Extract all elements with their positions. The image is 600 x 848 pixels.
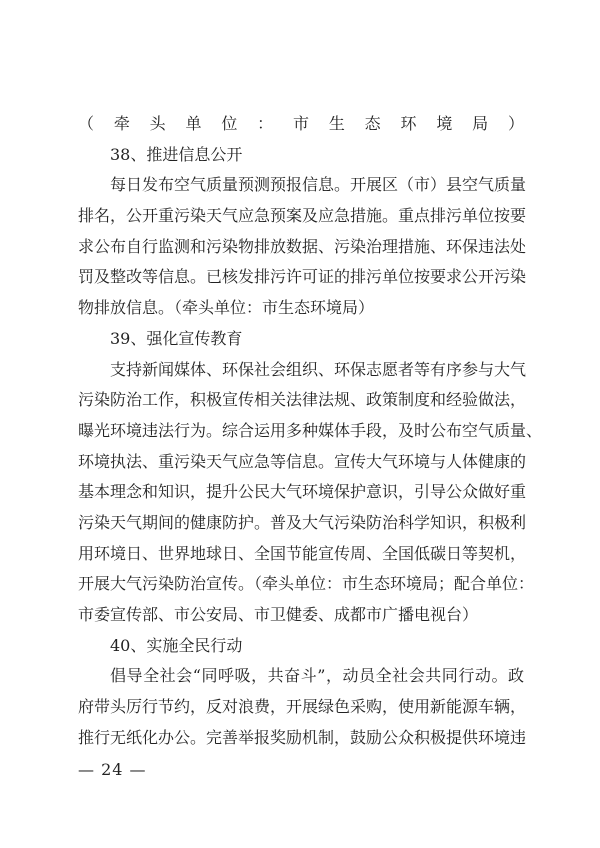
section-heading: 40、实施全民行动 [110, 635, 243, 655]
text-line: 曝光环境违法行为。综合运用多种媒体手段，及时公布空气质量、 [78, 420, 543, 440]
text-line: 支持新闻媒体、环保社会组织、环保志愿者等有序参与大气 [110, 359, 527, 379]
text-line: 罚及整改等信息。已核发排污许可证的排污单位按要求公开污染 [78, 267, 527, 287]
text-line: 倡导全社会“同呼吸，共奋斗”，动员全社会共同行动。政 [110, 666, 524, 686]
text-line: 基本理念和知识，提升公民大气环境保护意识，引导公众做好重 [78, 482, 527, 502]
text-line: 每日发布空气质量预测预报信息。开展区（市）县空气质量 [110, 175, 527, 195]
text-line: 市委宣传部、市公安局、市卫健委、成都市广播电视台） [78, 605, 479, 624]
text-line: 环境执法、重污染天气应急等信息。宣传大气环境与人体健康的 [78, 451, 527, 471]
text-line: 府带头厉行节约，反对浪费，开展绿色采购，使用新能源车辆， [78, 697, 527, 717]
text-line: 用环境日、世界地球日、全国节能宣传周、全国低碳日等契机， [78, 543, 527, 563]
section-heading: 38、推进信息公开 [110, 144, 243, 164]
section-heading: 39、强化宣传教育 [110, 328, 243, 348]
text-line: 推行无纸化办公。完善举报奖励机制，鼓励公众积极提供环境违 [78, 727, 527, 747]
text-line: 污染天气期间的健康防护。普及大气污染防治科学知识，积极利 [78, 512, 527, 532]
page-number: — 24 — [78, 760, 147, 779]
text-line: 污染防治工作，积极宣传相关法律法规、政策制度和经验做法， [78, 390, 527, 410]
text-line: 求公布自行监测和污染物排放数据、污染治理措施、环保违法处 [78, 236, 527, 256]
text-line: 开展大气污染防治宣传。（牵头单位：市生态环境局；配合单位： [78, 574, 535, 594]
text-line: （牵头单位：市生态环境局） [78, 114, 524, 133]
text-line: 物排放信息。（牵头单位：市生态环境局） [78, 298, 375, 318]
document-body [78, 109, 543, 753]
text-line: 排名，公开重污染天气应急预案及应急措施。重点排污单位按要 [78, 206, 527, 226]
